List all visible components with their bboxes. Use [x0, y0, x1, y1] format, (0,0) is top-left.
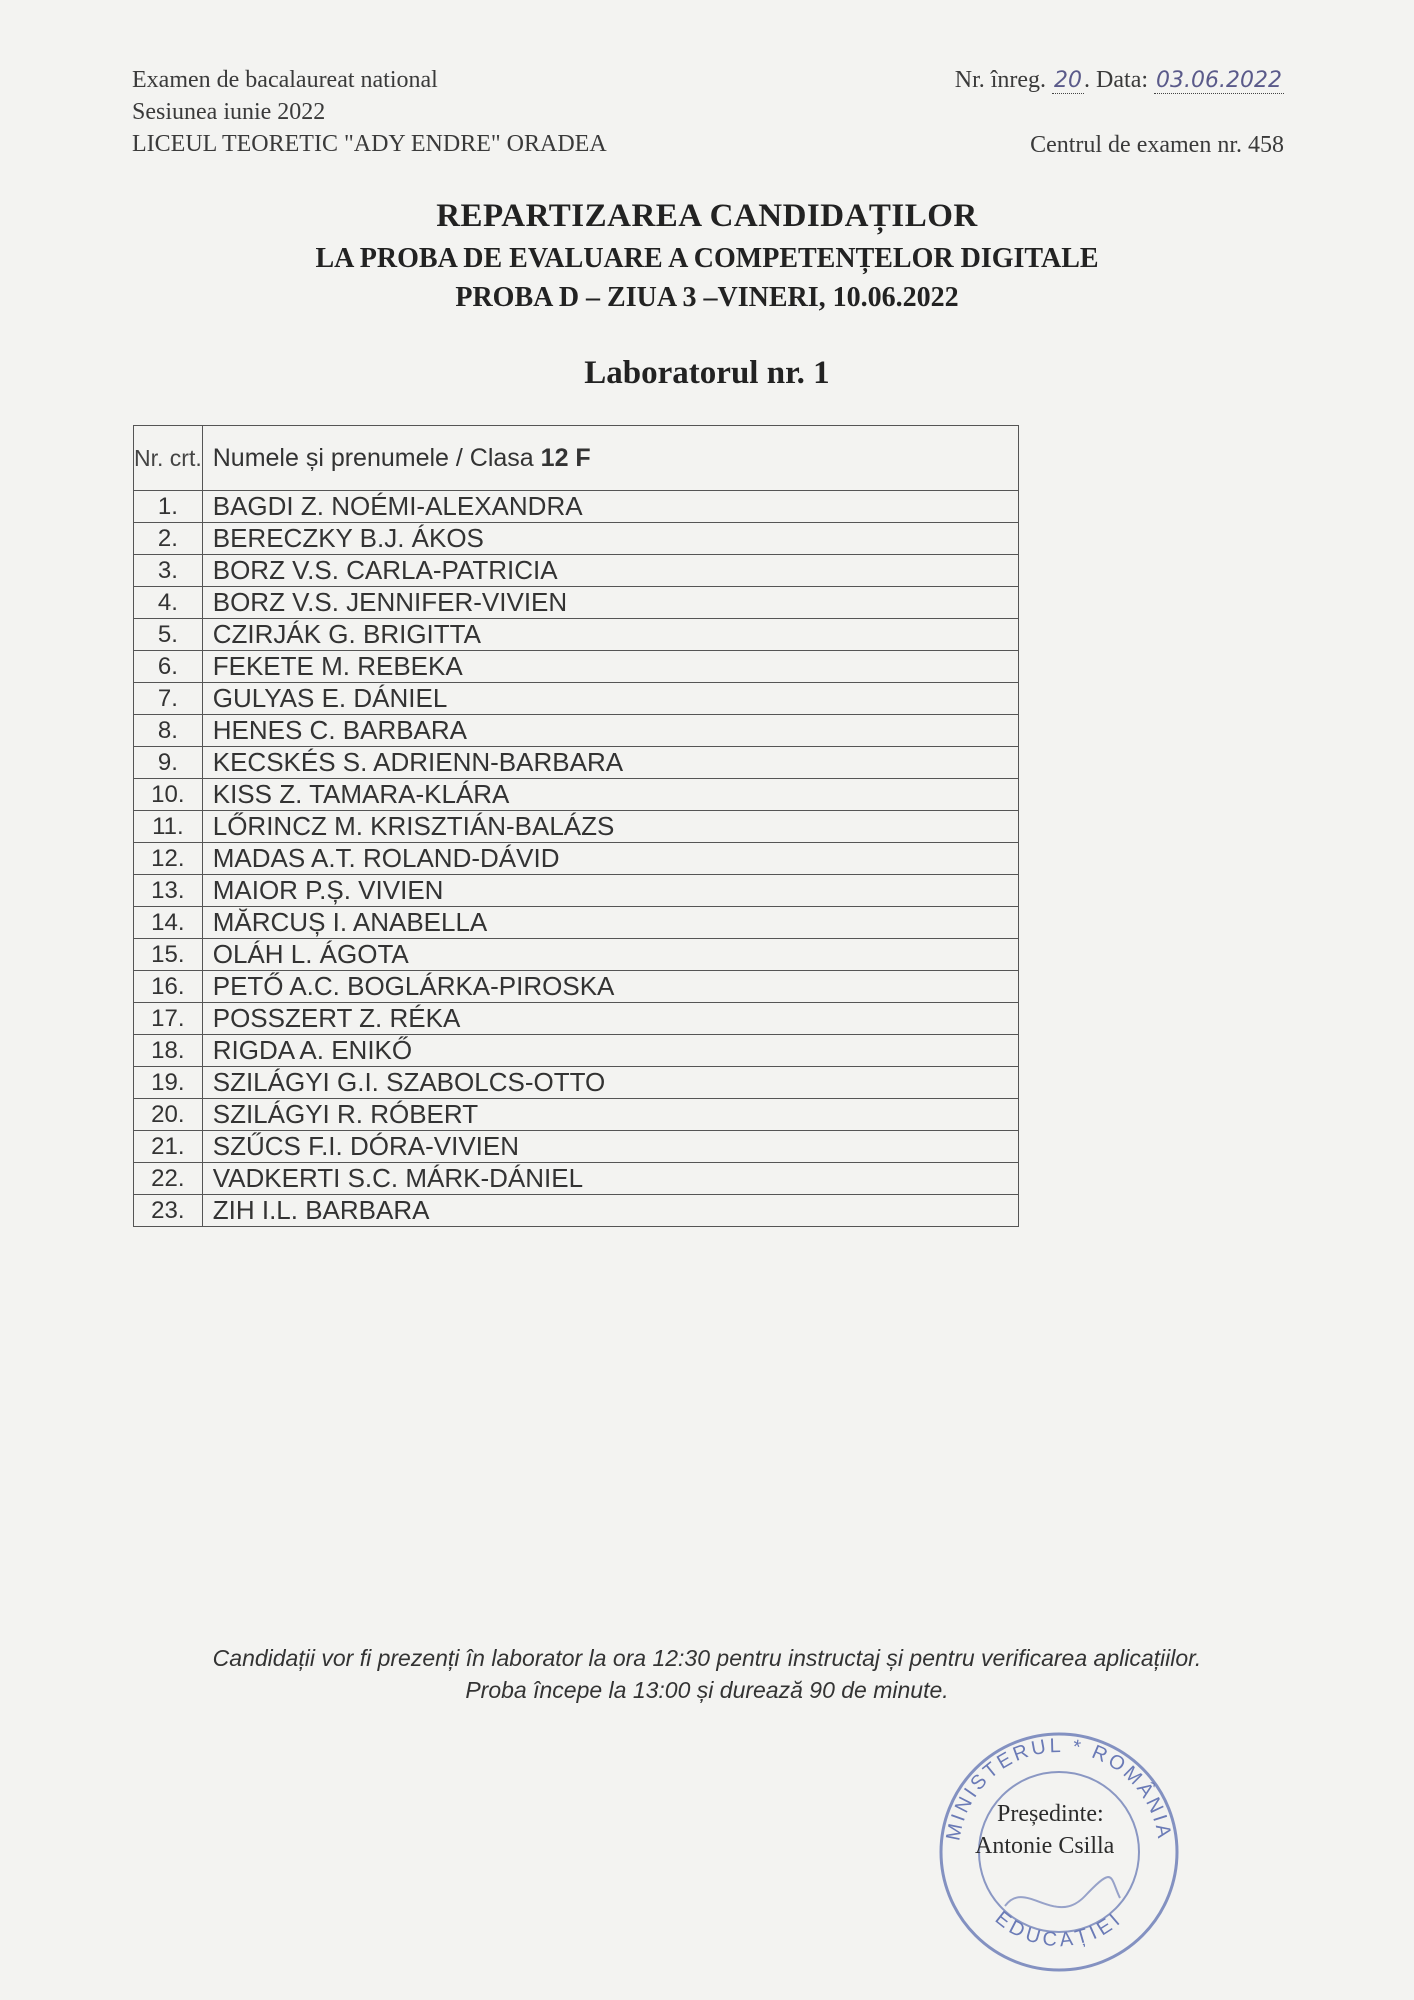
candidate-name: LŐRINCZ M. KRISZTIÁN-BALÁZS: [202, 811, 1018, 843]
candidate-name: BAGDI Z. NOÉMI-ALEXANDRA: [202, 491, 1018, 523]
row-number: 23.: [134, 1195, 203, 1227]
registration-label: Nr. înreg.: [954, 67, 1047, 93]
school-name: LICEUL TEORETIC "ADY ENDRE" ORADEA: [132, 131, 607, 157]
table-row: [134, 1067, 1019, 1099]
row-number: 6.: [134, 651, 203, 683]
table-row: [134, 811, 1019, 843]
stamp-signature-stroke: [1005, 1877, 1120, 1907]
candidate-name: MĂRCUȘ I. ANABELLA: [202, 907, 1018, 939]
candidate-name: BORZ V.S. CARLA-PATRICIA: [202, 555, 1018, 587]
registration-number: 20: [1054, 68, 1083, 93]
candidate-name: VADKERTI S.C. MÁRK-DÁNIEL: [202, 1163, 1018, 1195]
table-row: [134, 907, 1019, 939]
row-number: 14.: [134, 907, 203, 939]
table-row: [134, 779, 1019, 811]
table-row: [134, 939, 1019, 971]
row-number: 11.: [134, 811, 203, 843]
row-number: 4.: [134, 587, 203, 619]
instruction-line-1: Candidații vor fi prezenți în laborator la ora 12:30 pentru instructaj și pentru verificarea aplicațiilor.: [212, 1645, 1202, 1671]
table-row: [134, 875, 1019, 907]
candidate-name: BERECZKY B.J. ÁKOS: [202, 523, 1018, 555]
row-number: 9.: [134, 747, 203, 779]
candidate-name: KECSKÉS S. ADRIENN-BARBARA: [202, 747, 1018, 779]
date-label: Data:: [1096, 67, 1149, 93]
table-row: [134, 1035, 1019, 1067]
table-row: [134, 1003, 1019, 1035]
row-number: 2.: [134, 523, 203, 555]
row-number: 13.: [134, 875, 203, 907]
candidate-name: PETŐ A.C. BOGLÁRKA-PIROSKA: [202, 971, 1018, 1003]
laboratory-heading: Laboratorul nr. 1: [584, 355, 830, 391]
registration-line: Nr. înreg. 20. Data: 03.06.2022: [954, 67, 1282, 93]
date-value: 03.06.2022: [1156, 68, 1282, 93]
row-number: 1.: [134, 491, 203, 523]
row-number: 15.: [134, 939, 203, 971]
candidate-name: MADAS A.T. ROLAND-DÁVID: [202, 843, 1018, 875]
class-label: 12 F: [540, 444, 591, 472]
table-header-row: [134, 426, 1019, 491]
exam-session: Sesiunea iunie 2022: [132, 99, 326, 125]
table-row: [134, 715, 1019, 747]
column-header-name: [202, 426, 1018, 491]
candidate-name: HENES C. BARBARA: [202, 715, 1018, 747]
column-header-name-label: Numele și prenumele / Clasa: [212, 444, 534, 472]
row-number: 7.: [134, 683, 203, 715]
table-row: [134, 1099, 1019, 1131]
table-row: [134, 747, 1019, 779]
candidate-name: FEKETE M. REBEKA: [202, 651, 1018, 683]
row-number: 18.: [134, 1035, 203, 1067]
candidate-table: [133, 425, 1019, 1227]
exam-day: PROBA D – ZIUA 3 –VINERI, 10.06.2022: [455, 282, 959, 313]
table-row: [134, 491, 1019, 523]
candidate-name: SZŰCS F.I. DÓRA-VIVIEN: [202, 1131, 1018, 1163]
candidate-name: POSSZERT Z. RÉKA: [202, 1003, 1018, 1035]
candidate-name: SZILÁGYI R. RÓBERT: [202, 1099, 1018, 1131]
table-row: [134, 1195, 1019, 1227]
table-row: [134, 651, 1019, 683]
candidate-name: KISS Z. TAMARA-KLÁRA: [202, 779, 1018, 811]
row-number: 22.: [134, 1163, 203, 1195]
row-number: 10.: [134, 779, 203, 811]
document-subtitle: LA PROBA DE EVALUARE A COMPETENȚELOR DIGITALE: [315, 243, 1099, 274]
table-row: [134, 1131, 1019, 1163]
instruction-line-2: Proba începe la 13:00 și durează 90 de minute.: [465, 1677, 949, 1703]
exam-name: Examen de bacalaureat national: [132, 67, 438, 93]
table-row: [134, 1163, 1019, 1195]
document-title: REPARTIZAREA CANDIDAȚILOR: [436, 198, 978, 234]
candidate-name: CZIRJÁK G. BRIGITTA: [202, 619, 1018, 651]
header-left-block: [132, 64, 607, 160]
table-row: [134, 843, 1019, 875]
exam-centre: Centrul de examen nr. 458: [1030, 132, 1284, 158]
table-row: [134, 683, 1019, 715]
candidate-name: OLÁH L. ÁGOTA: [202, 939, 1018, 971]
table-row: [134, 971, 1019, 1003]
president-name: Antonie Csilla: [975, 1833, 1115, 1859]
candidate-name: RIGDA A. ENIKŐ: [202, 1035, 1018, 1067]
row-number: 8.: [134, 715, 203, 747]
stamp-text-top: MINISTERUL * ROMÂNIA: [942, 1734, 1176, 1843]
candidate-name: MAIOR P.Ș. VIVIEN: [202, 875, 1018, 907]
row-number: 19.: [134, 1067, 203, 1099]
table-row: [134, 619, 1019, 651]
row-number: 17.: [134, 1003, 203, 1035]
signature-block: [975, 1798, 1145, 1862]
stamp-text-bottom: EDUCAȚIEI: [990, 1907, 1128, 1952]
table-row: [134, 555, 1019, 587]
president-role: Președinte:: [997, 1801, 1104, 1827]
table-row: [134, 523, 1019, 555]
row-number: 12.: [134, 843, 203, 875]
table-row: [134, 587, 1019, 619]
row-number: 3.: [134, 555, 203, 587]
row-number: 16.: [134, 971, 203, 1003]
row-number: 5.: [134, 619, 203, 651]
row-number: 21.: [134, 1131, 203, 1163]
row-number: 20.: [134, 1099, 203, 1131]
candidate-name: GULYAS E. DÁNIEL: [202, 683, 1018, 715]
header-right-block: [864, 64, 1284, 161]
candidate-name: BORZ V.S. JENNIFER-VIVIEN: [202, 587, 1018, 619]
candidate-name: ZIH I.L. BARBARA: [202, 1195, 1018, 1227]
candidate-name: SZILÁGYI G.I. SZABOLCS-OTTO: [202, 1067, 1018, 1099]
column-header-nr: Nr. crt.: [134, 426, 203, 491]
